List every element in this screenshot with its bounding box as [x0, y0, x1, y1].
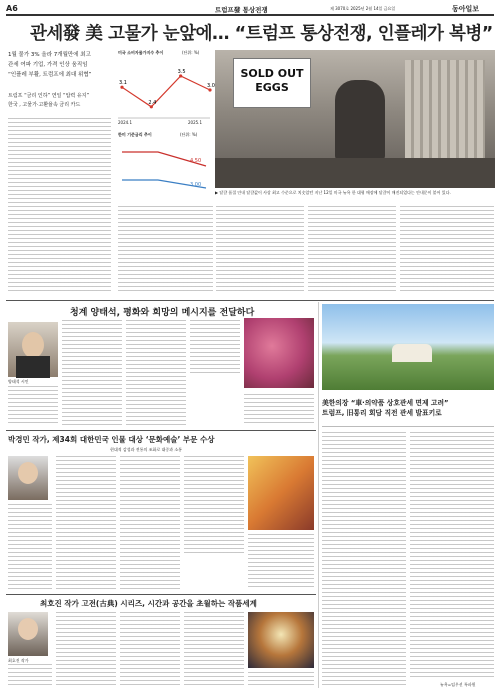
- culture-body-4: [184, 456, 244, 556]
- interview-body-3: [126, 320, 186, 426]
- photo-caption: ▶ 달걀 품절 안내 달걀값이 사상 최고 수준으로 치솟았던 지난 12일 미국 뉴욕 한 대형 매장에 달걀이 매진되었다는 안내문이 붙어 있다.: [215, 190, 451, 195]
- lead-subdeck: 1월 물가 3% 올라 7개월만에 최고 관세 여파 기업, 가격 인상 움직임 “인플레 부활, 트럼프에 최대 위협”: [8, 52, 92, 78]
- lead-body-col-4: [308, 206, 396, 294]
- brand-name: 동아일보: [452, 5, 480, 13]
- exhibit-portrait: [8, 612, 48, 656]
- cpi-label: 3.0: [207, 83, 215, 89]
- chart-rates-unit: (단위: %): [180, 132, 198, 137]
- chart-cpi: [118, 50, 215, 128]
- chart-cpi-x1: 2025.1: [188, 120, 202, 125]
- chart-cpi-plot: [118, 58, 215, 126]
- rate-label-us: 4.50: [190, 158, 202, 164]
- exhibit-artwork: [248, 612, 314, 668]
- interview-body-4: [190, 320, 240, 376]
- culture-portrait: [8, 456, 48, 500]
- lead-body-col-1: [8, 118, 111, 294]
- side-headline: 美한의장 “車·의약품 상호관세 면제 고려” 트럼프, 旧통리 회담 직전 관세 발표키로: [322, 399, 449, 417]
- interview-body-1: [8, 386, 58, 426]
- cpi-label: 3.5: [177, 69, 186, 75]
- exhibit-headline: 최호진 작가 고전(古典) 시리즈, 시간과 공간을 초월하는 작품세계: [40, 599, 257, 608]
- chart-rates-plot: [118, 140, 212, 200]
- interview-artwork: [244, 318, 314, 388]
- exhibit-body-1: [8, 664, 52, 688]
- culture-body-1: [8, 504, 52, 590]
- rate-label-kr: 3.00: [190, 182, 202, 188]
- lead-photo: [215, 50, 495, 188]
- lead-body-col-2: [118, 206, 213, 294]
- culture-subdeck: 현대적 감성과 전통의 조화로 대중과 소통: [110, 447, 183, 452]
- lead-body-col-3: [216, 206, 304, 294]
- side-body-2: [410, 432, 494, 680]
- exhibit-body-4: [184, 612, 244, 688]
- section-label: 트럼프發 통상전쟁: [215, 6, 268, 14]
- lead-headline: 관세發 美 고물가 눈앞에… “트럼프 통상전쟁, 인플레가 복병”: [30, 24, 493, 44]
- photo-sign: SOLD OUT EGGS: [233, 58, 311, 108]
- side-rule: [322, 426, 494, 427]
- side-photo: [322, 304, 494, 390]
- chart-rates-title: 한미 기준금리 추이: [118, 132, 152, 137]
- chart-cpi-x0: 2024.1: [118, 120, 132, 125]
- interview-headline: 청계 양태석, 평화와 희망의 메시지를 전달하다: [70, 308, 255, 318]
- chart-rates: [118, 132, 212, 202]
- interview-body-2: [62, 320, 122, 426]
- interview-portrait: [8, 322, 58, 377]
- interview-name: 양태석 시인: [8, 379, 29, 384]
- side-body-1: [322, 432, 406, 686]
- page-number: A6: [6, 4, 18, 13]
- chart-cpi-title: 미국 소비자물가지수 추이: [118, 50, 164, 55]
- cpi-label: 2.4: [148, 99, 157, 106]
- culture-artwork: [248, 456, 314, 530]
- side-divider: [318, 302, 319, 688]
- exhibit-credit: 최호진 작가: [8, 658, 29, 663]
- exhibit-body-2: [56, 612, 116, 688]
- issue-info: 제 3070호 2025년 2월 14일 금요일: [330, 6, 396, 11]
- culture-body-5: [248, 534, 314, 590]
- masthead-rule: [6, 14, 494, 16]
- interview-body-5: [244, 394, 314, 426]
- chart-cpi-unit: (단위: %): [182, 50, 200, 55]
- culture-body-2: [56, 456, 116, 590]
- section-divider: [6, 300, 494, 301]
- lead-body-col-5: [400, 206, 494, 294]
- exhibit-body-3: [120, 612, 180, 688]
- side-byline: 뉴욕=임우선 특파원: [440, 682, 476, 687]
- lead-subdeck-2: 트럼프 “금리 인하” 연일 “압력 유지” 한국 , 고물가·고환율속 금리 카드: [8, 93, 90, 108]
- cpi-label: 3.1: [119, 80, 127, 87]
- exhibit-body-5: [248, 672, 314, 688]
- culture-body-3: [120, 456, 180, 590]
- exhibit-rule: [6, 594, 316, 595]
- culture-rule: [6, 430, 316, 431]
- culture-headline: 박경민 작가, 제34회 대한민국 인물 대상 ‘문화예술’ 부문 수상: [8, 435, 215, 444]
